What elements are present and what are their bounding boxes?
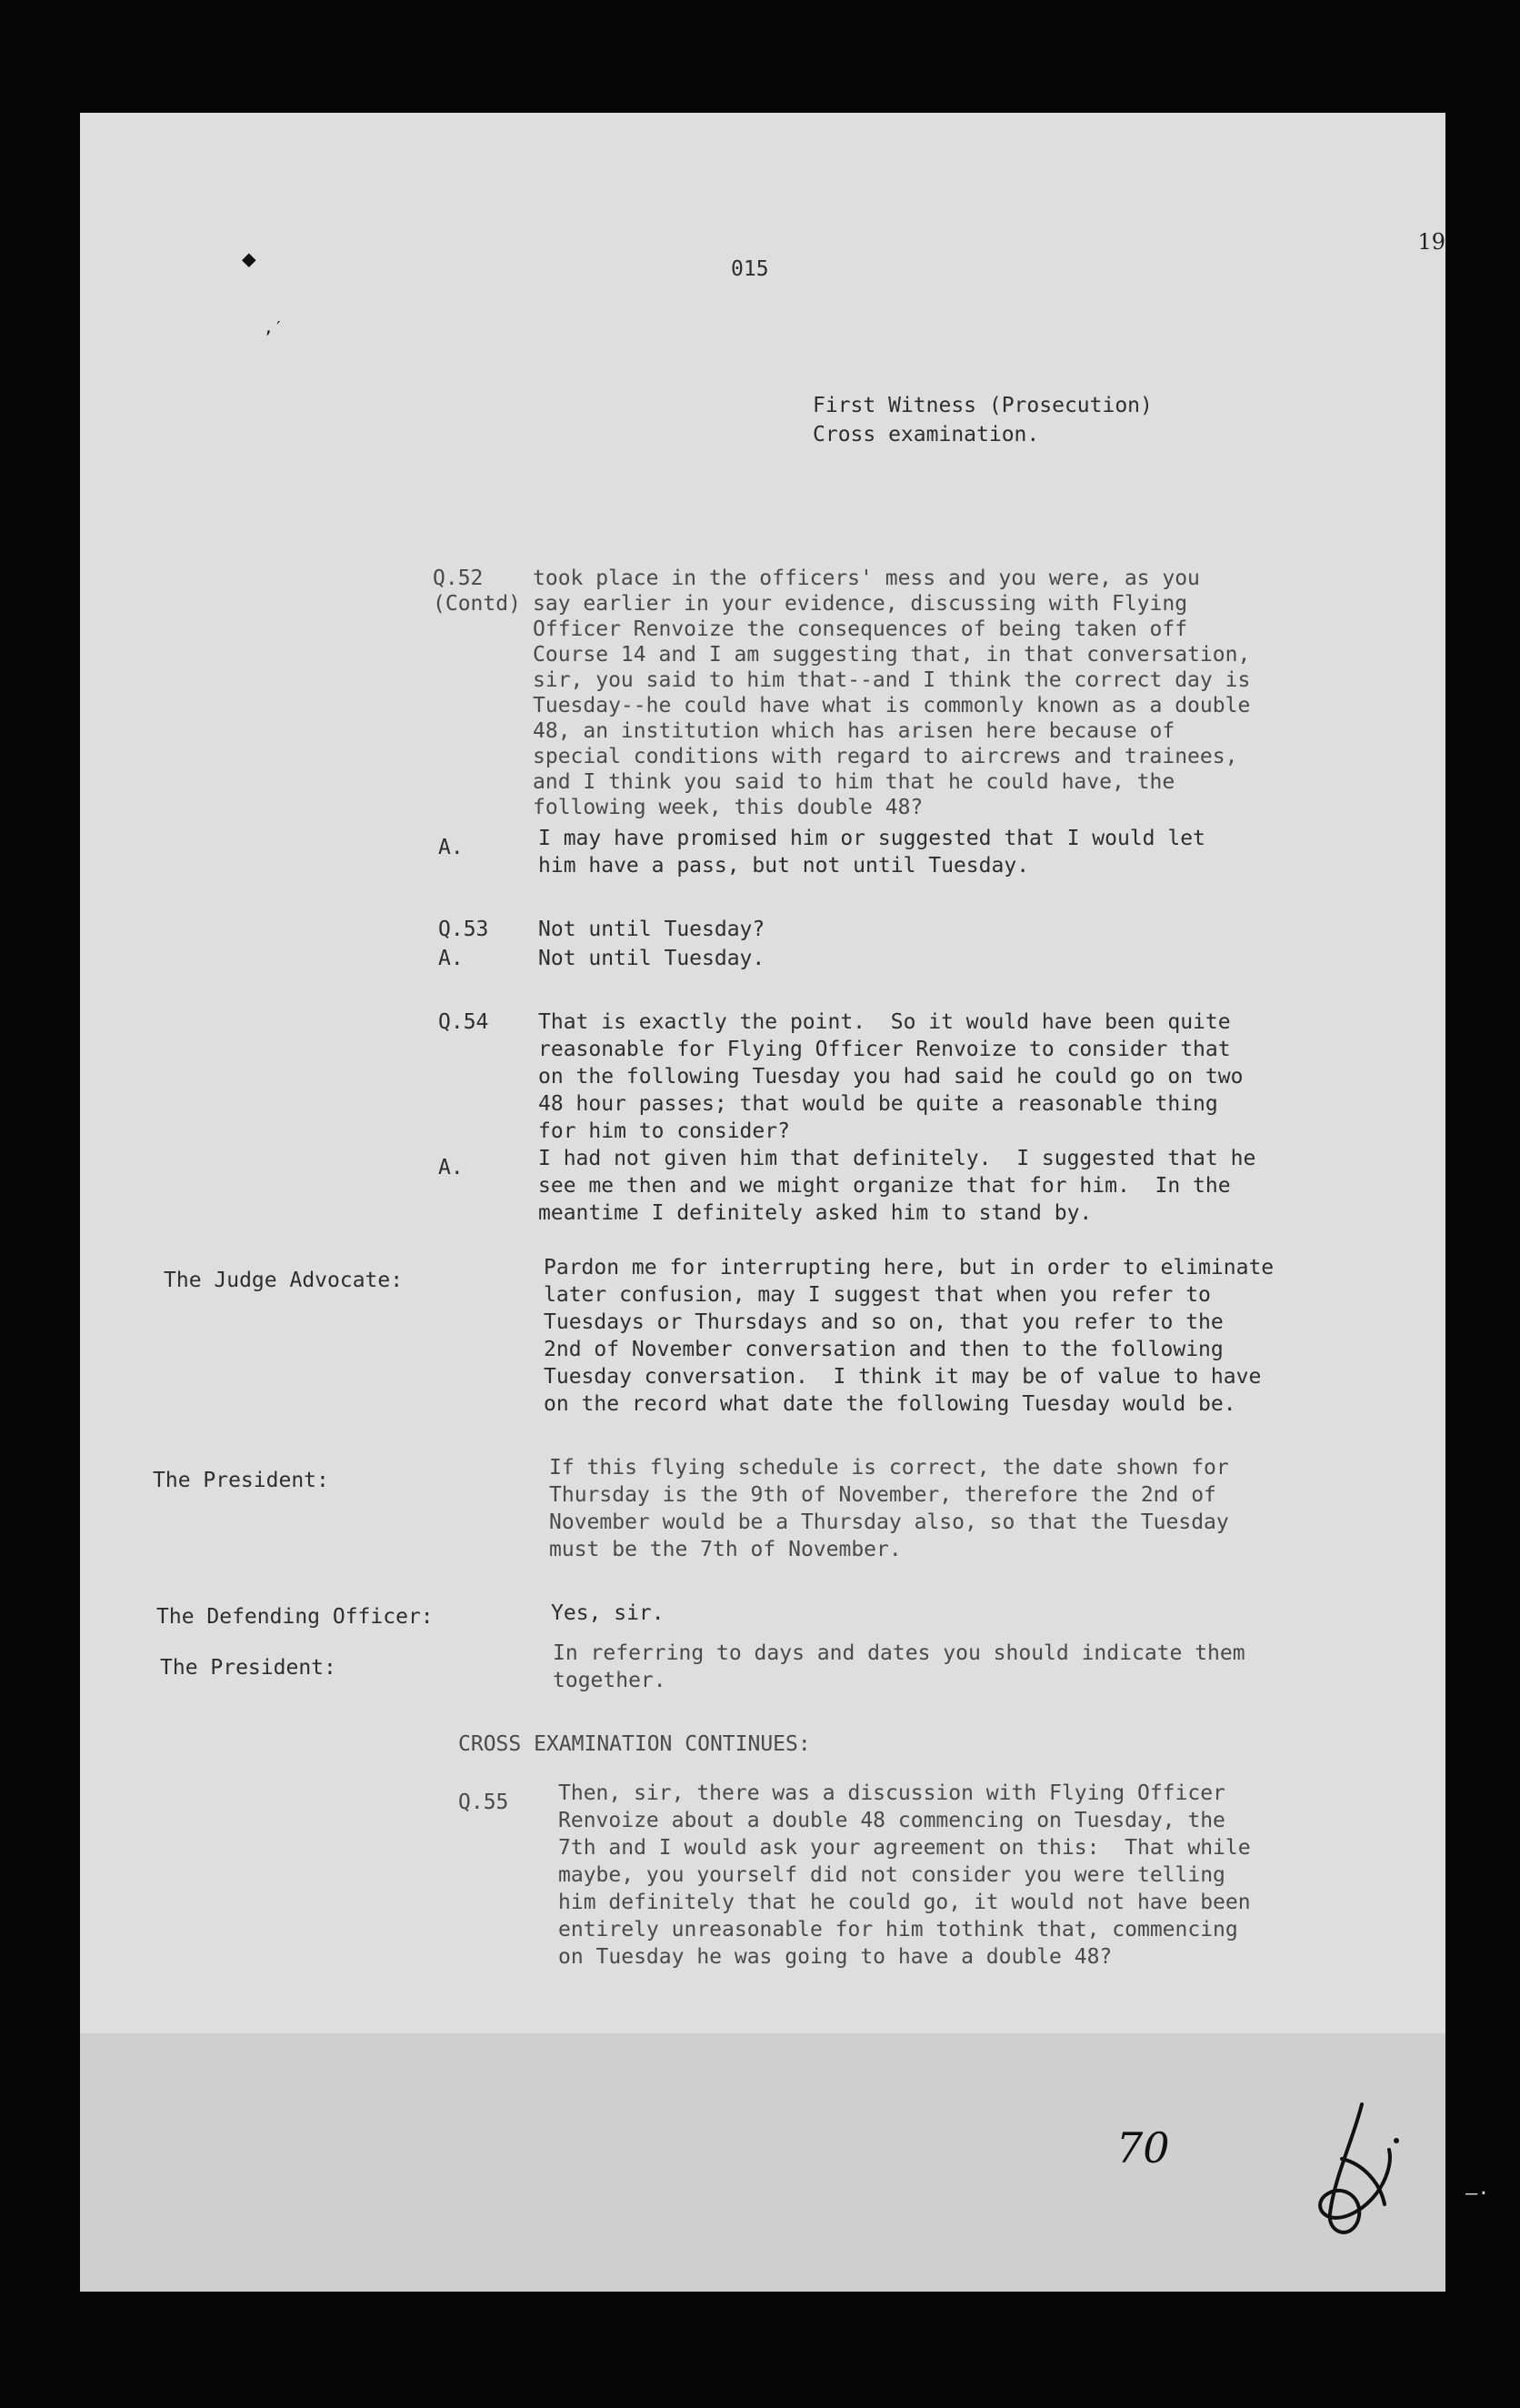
defending-officer-reply: Yes, sir. [551,1601,665,1625]
q53-label: Q.53 [438,918,489,941]
q52-line: Course 14 and I am suggesting that, in that conversation, [533,643,1251,667]
q55-line: Then, sir, there was a discussion with Flying Officer [558,1781,1225,1805]
page-bottom-band [80,2033,1445,2292]
judge-line: later confusion, may I suggest that when you refer to [544,1283,1211,1307]
a52-line: I may have promised him or suggested that I would let [538,827,1205,850]
signature-initials [1298,2095,1416,2259]
judge-advocate-speaker: The Judge Advocate: [164,1269,404,1292]
ink-mark: ◆ [242,246,256,273]
a52-line: him have a pass, but not until Tuesday. [538,854,1030,878]
edge-mark: —· [1465,2182,1490,2205]
q55-label: Q.55 [458,1791,509,1814]
q52-line: 48, an institution which has arisen here because of [533,719,1175,743]
judge-line: 2nd of November conversation and then to the following [544,1338,1224,1361]
q53-text: Not until Tuesday? [538,918,765,941]
president-speaker: The President: [160,1656,336,1680]
q52-line: following week, this double 48? [533,796,924,819]
q55-line: him definitely that he could go, it would not have been [558,1891,1251,1914]
a54-line: I had not given him that definitely. I suggested that he [538,1147,1256,1170]
q52-label: Q.52 [433,567,484,590]
president-line: If this flying schedule is correct, the date shown for [549,1456,1229,1480]
q52-line: sir, you said to him that--and I think the correct day is [533,668,1251,692]
president-line: November would be a Thursday also, so that the Tuesday [549,1510,1229,1534]
judge-line: Tuesdays or Thursdays and so on, that you refer to the [544,1310,1224,1334]
president-speaker: The President: [153,1469,329,1492]
header-witness: First Witness (Prosecution) [813,394,1153,417]
ink-speck: ,′ [264,318,284,337]
q52-contd-label: (Contd) [433,592,521,616]
a54-line: see me then and we might organize that for him. In the [538,1174,1231,1198]
president-line: together. [553,1669,666,1692]
judge-line: on the record what date the following Tuesday would be. [544,1392,1236,1416]
q55-line: entirely unreasonable for him tothink that, commencing [558,1918,1238,1941]
a54-line: meantime I definitely asked him to stand by. [538,1201,1093,1225]
q54-label: Q.54 [438,1010,489,1034]
q54-line: 48 hour passes; that would be quite a reasonable thing [538,1092,1218,1116]
a54-label: A. [438,1156,464,1179]
q54-line: That is exactly the point. So it would have been quite [538,1010,1231,1034]
president-line: must be the 7th of November. [549,1538,902,1561]
judge-line: Tuesday conversation. I think it may be of value to have [544,1365,1262,1389]
q52-line: Tuesday--he could have what is commonly known as a double [533,694,1251,717]
handwritten-number: 70 [1116,2123,1170,2172]
q52-line: say earlier in your evidence, discussing with Flying [533,592,1188,616]
q55-line: maybe, you yourself did not consider you were telling [558,1863,1225,1887]
q55-line: 7th and I would ask your agreement on this: That while [558,1836,1251,1860]
q52-line: and I think you said to him that he could have, the [533,770,1175,794]
q54-line: reasonable for Flying Officer Renvoize to consider that [538,1038,1231,1061]
defending-officer-speaker: The Defending Officer: [156,1605,434,1629]
q52-line: Officer Renvoize the consequences of being taken off [533,617,1188,641]
document-page [80,113,1445,2292]
judge-line: Pardon me for interrupting here, but in order to eliminate [544,1256,1275,1279]
q52-line: special conditions with regard to aircrews and trainees, [533,745,1238,768]
a53-text: Not until Tuesday. [538,947,765,970]
page-number: 015 [731,257,769,281]
president-line: Thursday is the 9th of November, therefore the 2nd of [549,1483,1216,1507]
corner-page-number: 19 [1417,229,1445,255]
q52-line: took place in the officers' mess and you were, as you [533,567,1200,590]
q55-line: Renvoize about a double 48 commencing on Tuesday, the [558,1809,1225,1832]
a52-label: A. [438,836,464,859]
president-line: In referring to days and dates you should indicate them [553,1641,1245,1665]
header-cross-examination: Cross examination. [813,423,1040,446]
q54-line: on the following Tuesday you had said he could go on two [538,1065,1244,1089]
q54-line: for him to consider? [538,1119,790,1143]
section-heading: CROSS EXAMINATION CONTINUES: [458,1732,811,1756]
q55-line: on Tuesday he was going to have a double 48? [558,1945,1113,1969]
a53-label: A. [438,947,464,970]
